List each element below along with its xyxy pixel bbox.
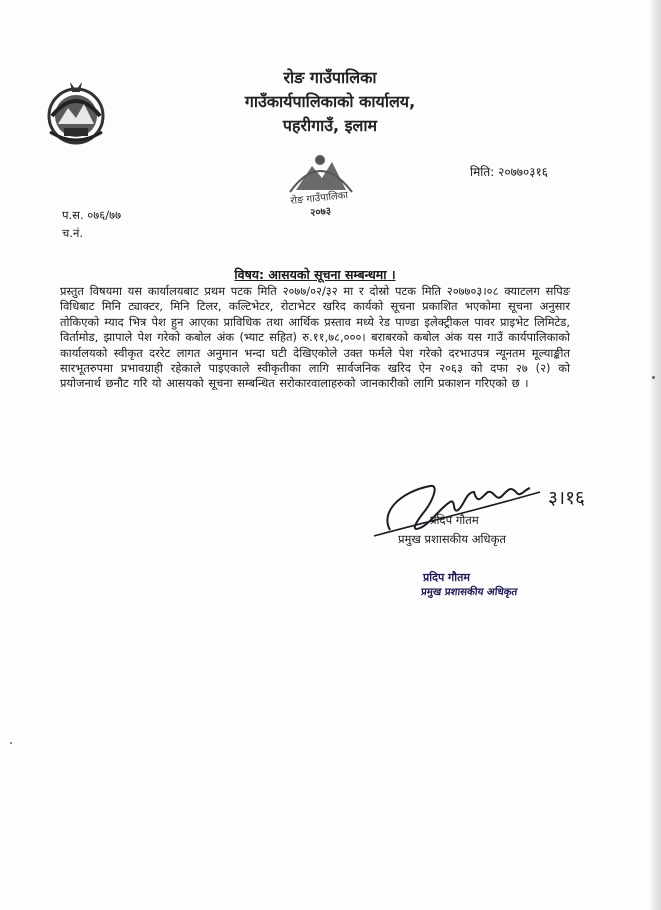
dispatch-number: च.नं.: [62, 226, 83, 240]
office-subtitle: गाउँकार्यपालिकाको कार्यालय,: [244, 92, 416, 111]
stamp-office-name: रोङ गाउँपालिका: [289, 190, 349, 208]
office-location: पहरीगाउँ, इलाम: [282, 116, 378, 135]
office-name: रोङ गाउँपालिका: [283, 68, 377, 87]
page-edge-shadow: [651, 0, 661, 910]
office-stamp: [276, 150, 364, 220]
scan-speck: [10, 742, 12, 744]
signer-name: प्रदिप गौतम: [430, 513, 479, 527]
name-seal: [421, 570, 517, 600]
letter-number: प.स. ०७६/७७: [62, 208, 122, 222]
office-header: [200, 66, 460, 138]
stamp-year: २०७३: [309, 205, 332, 220]
seal-title: प्रमुख प्रशासकीय अधिकृत: [420, 587, 518, 598]
letter-subject: [60, 266, 570, 283]
scan-speck: [652, 376, 655, 379]
signer-title: प्रमुख प्रशासकीय अधिकृत: [398, 532, 506, 546]
letter-body: प्रस्तुत विषयमा यस कार्यालयबाट प्रथम पटक मिति २०७७/०२/३२ मा र दोस्रो पटक मिति २०७७०३।०८ क्याटलग सपिङ विधिबाट मिनि ट्याक्टर, मिनि टिलर, कल्टिभेटर, रोटाभेटर खरिद कार्यको सूचना प्रकाशित भएकोमा सूचना अनुसार तोकिएको म्याद भित्र पेश हुन आएका प्राविधिक तथा आर्थिक प्रस्ताव मध्ये रेड पाण्डा इलेक्ट्रीकल पावर प्राइभेट लिमिटेड, विर्तामोड, झापाले पेश गरेको कबोल अंक (भ्याट सहित) रु.११,७८,०००। बराबरको कबोल अंक यस गाउँ कार्यपालिकाको कार्यालयको स्वीकृत दररेट लागत अनुमान भन्दा घटी देखिएकोले उक्त फर्मले पेश गरेको दरभाउपत्र न्यूनतम मूल्याङ्कीत सारभूतरुपमा प्रभावग्राही रहेकाले पाइएकाले स्वीकृतीका लागि सार्वजनिक खरिद ऐन २०६३ को दफा २७ (२) को प्रयोजनार्थ छनौट गरि यो आसयको सूचना सम्बन्धित सरोकारवालाहरुको जानकारीको लागि प्रकाशन गरिएको छ ।: [60, 284, 570, 391]
subject-text: विषय: आसयको सूचना सम्बन्धमा ।: [234, 267, 396, 282]
nepal-government-emblem-icon: [42, 78, 110, 148]
seal-name: प्रदिप गौतम: [423, 571, 470, 584]
signature-date: ३।१६: [548, 487, 585, 509]
letter-date: मिति: २०७७०३१६: [470, 165, 549, 179]
